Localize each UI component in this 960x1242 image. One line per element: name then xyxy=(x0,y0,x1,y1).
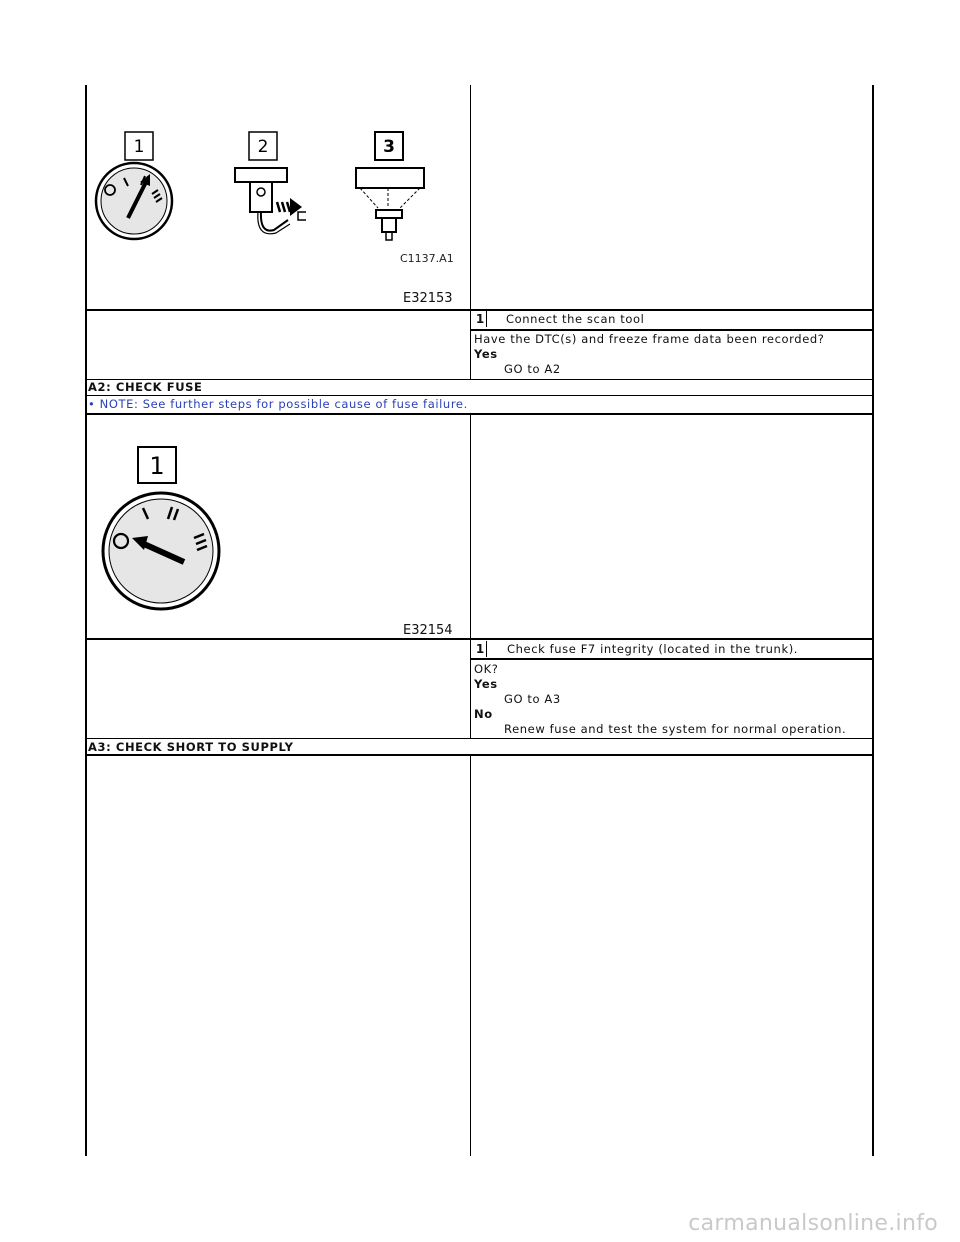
row-divider xyxy=(471,329,874,331)
figure-id: E32153 xyxy=(403,291,453,306)
yes-label: Yes xyxy=(474,677,498,691)
column-divider xyxy=(470,415,471,739)
yes-label: Yes xyxy=(474,347,498,361)
watermark: carmanualsonline.info xyxy=(688,1211,938,1236)
section-heading: A2: CHECK FUSE xyxy=(88,380,203,394)
row-divider xyxy=(85,754,874,756)
ignition-switch-icon xyxy=(103,493,219,609)
callout-1: 1 xyxy=(133,137,145,157)
figure-id: E32154 xyxy=(403,623,453,638)
no-action: Renew fuse and test the system for normal operation. xyxy=(504,722,847,736)
row-divider xyxy=(471,658,874,660)
step-number: 1 xyxy=(474,311,487,327)
section-heading: A3: CHECK SHORT TO SUPPLY xyxy=(88,740,294,754)
callout-3: 3 xyxy=(383,137,395,157)
callout-2: 2 xyxy=(257,137,269,157)
figure-e32153 xyxy=(88,88,468,308)
step-question: Have the DTC(s) and freeze frame data been recorded? xyxy=(474,332,825,346)
step-instruction: Connect the scan tool xyxy=(506,312,645,326)
ignition-switch-icon xyxy=(96,163,172,239)
row-divider xyxy=(85,379,874,380)
callout-1: 1 xyxy=(149,452,165,480)
column-divider xyxy=(470,85,471,380)
step-instruction: Check fuse F7 integrity (located in the trunk). xyxy=(507,642,799,656)
yes-action: GO to A3 xyxy=(504,692,561,706)
row-divider xyxy=(85,395,874,396)
yes-action: GO to A2 xyxy=(504,362,561,376)
column-divider xyxy=(470,756,471,1156)
step-number: 1 xyxy=(474,641,487,657)
scan-tool-connector-icon xyxy=(235,168,306,234)
figure-e32154 xyxy=(88,416,468,638)
table-right-border xyxy=(872,85,874,1156)
scan-tool-display-icon xyxy=(356,168,424,240)
note-text: • NOTE: See further steps for possible cause of fuse failure. xyxy=(88,397,468,411)
part-reference: C1137.A1 xyxy=(400,252,454,265)
no-label: No xyxy=(474,707,493,721)
row-divider xyxy=(85,638,874,640)
row-divider xyxy=(85,738,874,739)
table-left-border xyxy=(85,85,87,1156)
row-divider xyxy=(85,413,874,415)
step-question: OK? xyxy=(474,662,499,676)
